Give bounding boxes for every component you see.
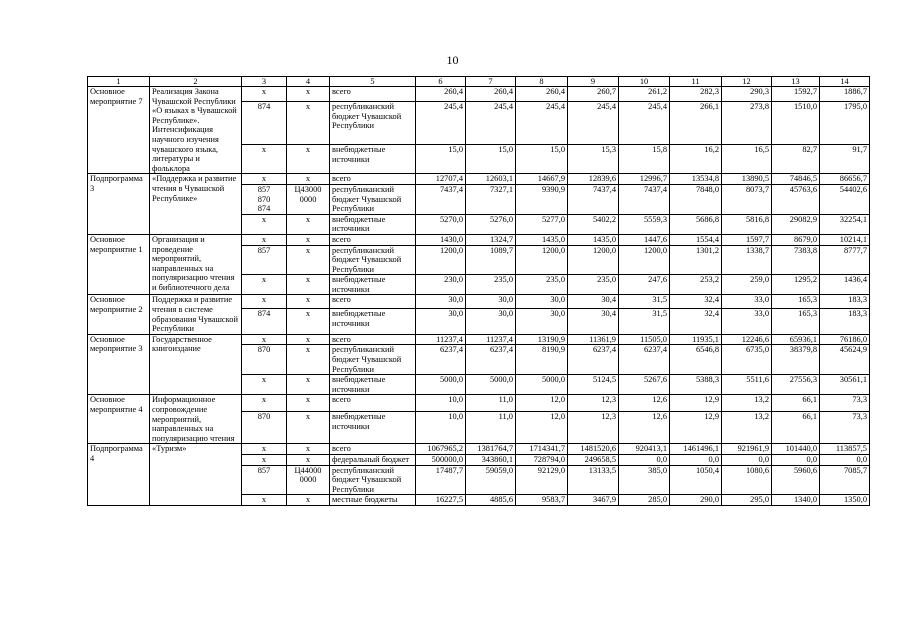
target-code-cell: х — [287, 174, 330, 185]
amount-cell: 5388,3 — [670, 375, 722, 395]
amount-cell: 1200,0 — [619, 245, 670, 275]
funding-source-cell: внебюджетные источники — [330, 214, 416, 234]
amount-cell: 7848,0 — [670, 184, 722, 214]
column-number-cell: 10 — [619, 77, 670, 87]
amount-cell: 12839,6 — [568, 174, 619, 185]
grbs-code-cell: х — [242, 214, 287, 234]
column-number-cell: 4 — [287, 77, 330, 87]
funding-source-cell: внебюджетные источники — [330, 145, 416, 174]
amount-cell: 1350,0 — [820, 495, 870, 506]
column-number-cell: 8 — [516, 77, 568, 87]
amount-cell: 5816,8 — [722, 214, 772, 234]
amount-cell: 273,8 — [722, 102, 772, 145]
amount-cell: 5000,0 — [466, 375, 516, 395]
amount-cell: 1200,0 — [416, 245, 466, 275]
target-code-cell: х — [287, 295, 330, 309]
amount-cell: 12603,1 — [466, 174, 516, 185]
amount-cell: 7327,1 — [466, 184, 516, 214]
table-row — [88, 444, 870, 455]
amount-cell: 183,3 — [820, 295, 870, 309]
amount-cell: 13534,8 — [670, 174, 722, 185]
amount-cell: 1554,4 — [670, 234, 722, 245]
amount-cell: 6237,4 — [619, 345, 670, 375]
column-number-cell: 2 — [150, 77, 242, 87]
target-code-cell: х — [287, 454, 330, 465]
target-code-cell: х — [287, 444, 330, 455]
column-number-cell: 1 — [88, 77, 150, 87]
grbs-code-cell — [242, 184, 287, 214]
amount-cell: 285,0 — [619, 495, 670, 506]
funding-source-cell: республиканский бюджет Чувашской Республики — [330, 102, 416, 145]
column-number-cell: 7 — [466, 77, 516, 87]
amount-cell: 1381764,7 — [466, 444, 516, 455]
program-name-cell: Подпрограмма 3 — [88, 174, 150, 235]
funding-source-cell: республиканский бюджет Чувашской Республики — [330, 245, 416, 275]
target-code-cell: х — [287, 275, 330, 295]
amount-cell: 0,0 — [619, 454, 670, 465]
amount-cell: 73,3 — [820, 412, 870, 444]
program-name-cell: Основное мероприятие 7 — [88, 87, 150, 174]
program-title-cell: «Туризм» — [150, 444, 242, 506]
amount-cell: 1592,7 — [772, 87, 820, 102]
target-code-cell: х — [287, 345, 330, 375]
funding-source-cell: федеральный бюджет — [330, 454, 416, 465]
grbs-code: 857 — [257, 184, 271, 194]
target-code-cell: х — [287, 245, 330, 275]
amount-cell: 91,7 — [820, 145, 870, 174]
column-number-cell: 9 — [568, 77, 619, 87]
amount-cell: 247,6 — [619, 275, 670, 295]
amount-cell: 31,5 — [619, 309, 670, 335]
amount-cell: 230,0 — [416, 275, 466, 295]
amount-cell: 15,3 — [568, 145, 619, 174]
amount-cell: 1795,0 — [820, 102, 870, 145]
target-code-cell: х — [287, 334, 330, 345]
target-code-cell: х — [287, 412, 330, 444]
column-number-cell: 13 — [772, 77, 820, 87]
amount-cell: 728794,0 — [516, 454, 568, 465]
target-code-cell: х — [287, 145, 330, 174]
amount-cell: 261,2 — [619, 87, 670, 102]
amount-cell: 5559,3 — [619, 214, 670, 234]
amount-cell: 260,7 — [568, 87, 619, 102]
amount-cell: 5960,6 — [772, 465, 820, 495]
amount-cell: 27556,3 — [772, 375, 820, 395]
amount-cell: 8777,7 — [820, 245, 870, 275]
amount-cell: 7437,4 — [568, 184, 619, 214]
amount-cell: 76186,0 — [820, 334, 870, 345]
amount-cell: 30,0 — [466, 309, 516, 335]
amount-cell: 10214,1 — [820, 234, 870, 245]
column-number-cell: 12 — [722, 77, 772, 87]
grbs-code-cell: х — [242, 495, 287, 506]
amount-cell: 1338,7 — [722, 245, 772, 275]
program-name-cell: Основное мероприятие 3 — [88, 334, 150, 395]
target-code-cell: Ц43000 0000 — [287, 184, 330, 214]
amount-cell: 8190,9 — [516, 345, 568, 375]
funding-source-cell: всего — [330, 395, 416, 412]
amount-cell: 11,0 — [466, 395, 516, 412]
funding-source-cell: всего — [330, 334, 416, 345]
amount-cell: 1089,7 — [466, 245, 516, 275]
amount-cell: 7085,7 — [820, 465, 870, 495]
program-name-cell: Подпрограмма 4 — [88, 444, 150, 506]
amount-cell: 12707,4 — [416, 174, 466, 185]
amount-cell: 183,3 — [820, 309, 870, 335]
amount-cell: 11505,0 — [619, 334, 670, 345]
amount-cell: 32,4 — [670, 295, 722, 309]
amount-cell: 1436,4 — [820, 275, 870, 295]
amount-cell: 92129,0 — [516, 465, 568, 495]
grbs-code-cell: 857 — [242, 245, 287, 275]
amount-cell: 11237,4 — [416, 334, 466, 345]
amount-cell: 7437,4 — [416, 184, 466, 214]
amount-cell: 282,3 — [670, 87, 722, 102]
funding-source-cell: всего — [330, 444, 416, 455]
column-number-row — [88, 77, 870, 87]
amount-cell: 38379,8 — [772, 345, 820, 375]
amount-cell: 16,5 — [722, 145, 772, 174]
table-row — [88, 334, 870, 345]
amount-cell: 33,0 — [722, 309, 772, 335]
amount-cell: 245,4 — [568, 102, 619, 145]
table-row — [88, 234, 870, 245]
amount-cell: 290,3 — [722, 87, 772, 102]
amount-cell: 16,2 — [670, 145, 722, 174]
amount-cell: 14667,9 — [516, 174, 568, 185]
target-code-cell: х — [287, 395, 330, 412]
amount-cell: 1435,0 — [516, 234, 568, 245]
amount-cell: 1080,6 — [722, 465, 772, 495]
amount-cell: 1200,0 — [516, 245, 568, 275]
grbs-code-cell: х — [242, 395, 287, 412]
amount-cell: 101440,0 — [772, 444, 820, 455]
amount-cell: 32254,1 — [820, 214, 870, 234]
amount-cell: 245,4 — [416, 102, 466, 145]
amount-cell: 9583,7 — [516, 495, 568, 506]
funding-source-cell: всего — [330, 174, 416, 185]
funding-source-cell: республиканский бюджет Чувашской Республики — [330, 465, 416, 495]
amount-cell: 66,1 — [772, 412, 820, 444]
program-title-cell: «Поддержка и развитие чтения в Чувашской Республике» — [150, 174, 242, 235]
table-row — [88, 174, 870, 185]
amount-cell: 12,9 — [670, 395, 722, 412]
amount-cell: 45624,9 — [820, 345, 870, 375]
amount-cell: 1481520,6 — [568, 444, 619, 455]
target-code-cell: х — [287, 87, 330, 102]
amount-cell: 5686,8 — [670, 214, 722, 234]
amount-cell: 74846,5 — [772, 174, 820, 185]
amount-cell: 12,3 — [568, 395, 619, 412]
amount-cell: 266,1 — [670, 102, 722, 145]
program-name-cell: Основное мероприятие 4 — [88, 395, 150, 444]
funding-source-cell: местные бюджеты — [330, 495, 416, 506]
amount-cell: 5511,6 — [722, 375, 772, 395]
amount-cell: 259,0 — [722, 275, 772, 295]
amount-cell: 1301,2 — [670, 245, 722, 275]
amount-cell: 12,0 — [516, 412, 568, 444]
amount-cell: 1597,7 — [722, 234, 772, 245]
table-row — [88, 295, 870, 309]
grbs-code-cell: х — [242, 334, 287, 345]
funding-source-cell: всего — [330, 87, 416, 102]
amount-cell: 33,0 — [722, 295, 772, 309]
target-code-cell: х — [287, 309, 330, 335]
amount-cell: 13,2 — [722, 395, 772, 412]
amount-cell: 1340,0 — [772, 495, 820, 506]
funding-source-cell: республиканский бюджет Чувашской Республики — [330, 184, 416, 214]
amount-cell: 5000,0 — [516, 375, 568, 395]
amount-cell: 11361,9 — [568, 334, 619, 345]
amount-cell: 10,0 — [416, 412, 466, 444]
target-code-cell: х — [287, 214, 330, 234]
grbs-code-cell: х — [242, 375, 287, 395]
amount-cell: 30,4 — [568, 295, 619, 309]
amount-cell: 29082,9 — [772, 214, 820, 234]
amount-cell: 245,4 — [619, 102, 670, 145]
amount-cell: 73,3 — [820, 395, 870, 412]
amount-cell: 260,4 — [466, 87, 516, 102]
amount-cell: 7437,4 — [619, 184, 670, 214]
amount-cell: 15,0 — [466, 145, 516, 174]
table-row — [88, 87, 870, 102]
grbs-code-cell: х — [242, 454, 287, 465]
amount-cell: 15,0 — [416, 145, 466, 174]
amount-cell: 16227,5 — [416, 495, 466, 506]
program-title-cell: Реализация Закона Чувашской Республики «О языках в Чувашской Республике». Интенсификация научного изучения чувашского языка, литературы и фольклора — [150, 87, 242, 174]
amount-cell: 5402,2 — [568, 214, 619, 234]
amount-cell: 15,8 — [619, 145, 670, 174]
column-number-cell: 14 — [820, 77, 870, 87]
funding-source-cell: республиканский бюджет Чувашской Республики — [330, 345, 416, 375]
amount-cell: 54402,6 — [820, 184, 870, 214]
target-code-cell: х — [287, 375, 330, 395]
amount-cell: 8679,0 — [772, 234, 820, 245]
grbs-code-cell: х — [242, 444, 287, 455]
amount-cell: 235,0 — [466, 275, 516, 295]
amount-cell: 5270,0 — [416, 214, 466, 234]
amount-cell: 11935,1 — [670, 334, 722, 345]
program-title-cell: Организация и проведение мероприятий, направленных на популяризацию чтения и библиотечного дела — [150, 234, 242, 295]
program-name-cell: Основное мероприятие 1 — [88, 234, 150, 295]
amount-cell: 260,4 — [516, 87, 568, 102]
amount-cell: 5277,0 — [516, 214, 568, 234]
grbs-code-cell: 874 — [242, 309, 287, 335]
amount-cell: 11237,4 — [466, 334, 516, 345]
amount-cell: 0,0 — [722, 454, 772, 465]
amount-cell: 245,4 — [516, 102, 568, 145]
amount-cell: 6237,4 — [416, 345, 466, 375]
amount-cell: 5000,0 — [416, 375, 466, 395]
amount-cell: 385,0 — [619, 465, 670, 495]
amount-cell: 12246,6 — [722, 334, 772, 345]
column-number-cell: 11 — [670, 77, 722, 87]
amount-cell: 245,4 — [466, 102, 516, 145]
grbs-code-cell: 857 — [242, 465, 287, 495]
program-title-cell: Информационное сопровождение мероприятий, направленных на популяризацию чтения — [150, 395, 242, 444]
amount-cell: 1200,0 — [568, 245, 619, 275]
amount-cell: 113857,5 — [820, 444, 870, 455]
amount-cell: 66,1 — [772, 395, 820, 412]
amount-cell: 295,0 — [722, 495, 772, 506]
amount-cell: 0,0 — [820, 454, 870, 465]
grbs-code-cell: 874 — [242, 102, 287, 145]
amount-cell: 1886,7 — [820, 87, 870, 102]
amount-cell: 30,4 — [568, 309, 619, 335]
amount-cell: 30,0 — [416, 309, 466, 335]
amount-cell: 82,7 — [772, 145, 820, 174]
amount-cell: 235,0 — [568, 275, 619, 295]
page-number: 10 — [446, 53, 459, 67]
amount-cell: 5267,6 — [619, 375, 670, 395]
amount-cell: 45763,6 — [772, 184, 820, 214]
amount-cell: 65936,1 — [772, 334, 820, 345]
amount-cell: 30,0 — [466, 295, 516, 309]
amount-cell: 11,0 — [466, 412, 516, 444]
amount-cell: 5124,5 — [568, 375, 619, 395]
amount-cell: 30,0 — [516, 309, 568, 335]
amount-cell: 920413,1 — [619, 444, 670, 455]
funding-source-cell: всего — [330, 295, 416, 309]
amount-cell: 165,3 — [772, 295, 820, 309]
grbs-code: 870 — [257, 194, 271, 204]
grbs-code-cell: х — [242, 87, 287, 102]
grbs-code-cell: х — [242, 145, 287, 174]
amount-cell: 9390,9 — [516, 184, 568, 214]
grbs-code-cell: х — [242, 295, 287, 309]
program-name-cell: Основное мероприятие 2 — [88, 295, 150, 334]
amount-cell: 13890,5 — [722, 174, 772, 185]
amount-cell: 12996,7 — [619, 174, 670, 185]
amount-cell: 1714341,7 — [516, 444, 568, 455]
grbs-code-cell: 870 — [242, 412, 287, 444]
column-number-cell: 6 — [416, 77, 466, 87]
program-title-cell: Поддержка и развитие чтения в системе образования Чувашской Республики — [150, 295, 242, 334]
amount-cell: 1435,0 — [568, 234, 619, 245]
amount-cell: 1324,7 — [466, 234, 516, 245]
grbs-code-cell: х — [242, 174, 287, 185]
amount-cell: 3467,9 — [568, 495, 619, 506]
grbs-code-cell: 870 — [242, 345, 287, 375]
amount-cell: 12,9 — [670, 412, 722, 444]
amount-cell: 8073,7 — [722, 184, 772, 214]
amount-cell: 4885,6 — [466, 495, 516, 506]
column-number-cell: 5 — [330, 77, 416, 87]
grbs-code: 874 — [257, 204, 271, 214]
grbs-code-cell: х — [242, 275, 287, 295]
amount-cell: 86656,7 — [820, 174, 870, 185]
amount-cell: 500000,0 — [416, 454, 466, 465]
amount-cell: 5276,0 — [466, 214, 516, 234]
amount-cell: 1050,4 — [670, 465, 722, 495]
amount-cell: 15,0 — [516, 145, 568, 174]
amount-cell: 6237,4 — [568, 345, 619, 375]
amount-cell: 290,0 — [670, 495, 722, 506]
funding-source-cell: внебюджетные источники — [330, 375, 416, 395]
amount-cell: 59059,0 — [466, 465, 516, 495]
amount-cell: 30561,1 — [820, 375, 870, 395]
amount-cell: 12,6 — [619, 395, 670, 412]
amount-cell: 343860,1 — [466, 454, 516, 465]
amount-cell: 6735,0 — [722, 345, 772, 375]
table-row — [88, 395, 870, 412]
amount-cell: 7383,8 — [772, 245, 820, 275]
amount-cell: 13133,5 — [568, 465, 619, 495]
amount-cell: 1067965,2 — [416, 444, 466, 455]
amount-cell: 1430,0 — [416, 234, 466, 245]
amount-cell: 17487,7 — [416, 465, 466, 495]
amount-cell: 260,4 — [416, 87, 466, 102]
budget-table — [87, 76, 870, 506]
amount-cell: 1461496,1 — [670, 444, 722, 455]
target-code-cell: х — [287, 234, 330, 245]
amount-cell: 0,0 — [670, 454, 722, 465]
funding-source-cell: всего — [330, 234, 416, 245]
amount-cell: 30,0 — [416, 295, 466, 309]
amount-cell: 10,0 — [416, 395, 466, 412]
amount-cell: 253,2 — [670, 275, 722, 295]
amount-cell: 13190,9 — [516, 334, 568, 345]
amount-cell: 6237,4 — [466, 345, 516, 375]
amount-cell: 1447,6 — [619, 234, 670, 245]
grbs-code-cell: х — [242, 234, 287, 245]
funding-source-cell: внебюджетные источники — [330, 309, 416, 335]
amount-cell: 12,3 — [568, 412, 619, 444]
funding-source-cell: внебюджетные источники — [330, 275, 416, 295]
program-title-cell: Государственное книгоиздание — [150, 334, 242, 395]
amount-cell: 235,0 — [516, 275, 568, 295]
amount-cell: 32,4 — [670, 309, 722, 335]
target-code-cell: х — [287, 495, 330, 506]
table-body — [88, 77, 870, 506]
amount-cell: 30,0 — [516, 295, 568, 309]
column-number-cell: 3 — [242, 77, 287, 87]
amount-cell: 6546,8 — [670, 345, 722, 375]
amount-cell: 921961,9 — [722, 444, 772, 455]
amount-cell: 1510,0 — [772, 102, 820, 145]
amount-cell: 0,0 — [772, 454, 820, 465]
amount-cell: 1295,2 — [772, 275, 820, 295]
amount-cell: 12,0 — [516, 395, 568, 412]
target-code-cell: Ц44000 0000 — [287, 465, 330, 495]
amount-cell: 12,6 — [619, 412, 670, 444]
amount-cell: 249658,5 — [568, 454, 619, 465]
amount-cell: 31,5 — [619, 295, 670, 309]
funding-source-cell: внебюджетные источники — [330, 412, 416, 444]
amount-cell: 13,2 — [722, 412, 772, 444]
target-code-cell: х — [287, 102, 330, 145]
amount-cell: 165,3 — [772, 309, 820, 335]
